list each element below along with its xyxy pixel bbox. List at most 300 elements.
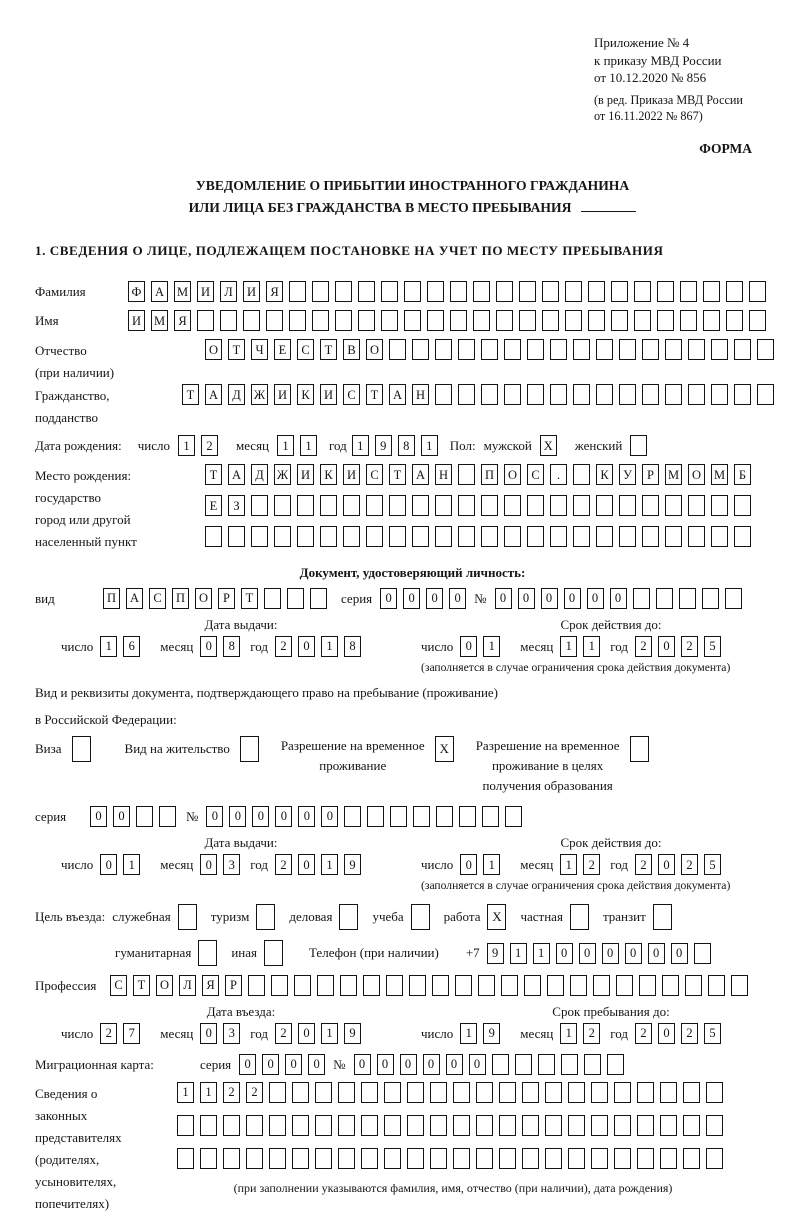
form-cell[interactable] (545, 1082, 562, 1103)
form-cell[interactable] (596, 384, 613, 405)
form-cell[interactable] (527, 339, 544, 360)
form-cell[interactable] (389, 339, 406, 360)
form-cell[interactable] (524, 975, 541, 996)
form-cell[interactable] (412, 339, 429, 360)
form-cell[interactable] (361, 1115, 378, 1136)
form-cell[interactable] (200, 1148, 217, 1169)
form-cell[interactable]: Я (266, 281, 283, 302)
form-cell[interactable]: 0 (610, 588, 627, 609)
form-cell[interactable] (570, 975, 587, 996)
form-cell[interactable] (619, 526, 636, 547)
form-cell[interactable]: 1 (177, 1082, 194, 1103)
form-cell[interactable] (287, 588, 304, 609)
form-cell[interactable] (320, 495, 337, 516)
form-cell[interactable]: 0 (200, 854, 217, 875)
form-cell[interactable]: 0 (446, 1054, 463, 1075)
form-cell[interactable]: А (412, 464, 429, 485)
form-cell[interactable]: С (366, 464, 383, 485)
form-cell[interactable]: Б (734, 464, 751, 485)
form-cell[interactable] (292, 1082, 309, 1103)
form-cell[interactable] (453, 1115, 470, 1136)
form-cell[interactable] (404, 281, 421, 302)
form-cell[interactable]: В (343, 339, 360, 360)
form-cell[interactable] (412, 526, 429, 547)
form-cell[interactable] (726, 310, 743, 331)
form-cell[interactable]: 5 (704, 636, 721, 657)
form-cell[interactable] (550, 384, 567, 405)
form-cell[interactable]: 5 (704, 1023, 721, 1044)
form-cell[interactable] (427, 310, 444, 331)
form-cell[interactable] (611, 281, 628, 302)
form-cell[interactable] (593, 975, 610, 996)
form-cell[interactable]: А (126, 588, 143, 609)
form-cell[interactable] (289, 310, 306, 331)
visa-checkbox[interactable] (72, 736, 91, 762)
form-cell[interactable] (591, 1115, 608, 1136)
form-cell[interactable]: 0 (377, 1054, 394, 1075)
form-cell[interactable]: 0 (469, 1054, 486, 1075)
form-cell[interactable] (660, 1082, 677, 1103)
form-cell[interactable] (459, 806, 476, 827)
form-cell[interactable]: Д (228, 384, 245, 405)
form-cell[interactable] (637, 1082, 654, 1103)
form-cell[interactable] (573, 339, 590, 360)
form-cell[interactable]: И (128, 310, 145, 331)
form-cell[interactable] (366, 526, 383, 547)
form-cell[interactable]: 0 (658, 854, 675, 875)
form-cell[interactable]: Ч (251, 339, 268, 360)
form-cell[interactable] (501, 975, 518, 996)
form-cell[interactable] (264, 588, 281, 609)
form-cell[interactable]: И (320, 384, 337, 405)
form-cell[interactable]: Т (228, 339, 245, 360)
form-cell[interactable]: Д (251, 464, 268, 485)
form-cell[interactable]: А (151, 281, 168, 302)
form-cell[interactable] (246, 1115, 263, 1136)
form-cell[interactable] (706, 1115, 723, 1136)
form-cell[interactable] (404, 310, 421, 331)
form-cell[interactable]: 0 (625, 943, 642, 964)
form-cell[interactable]: 8 (398, 435, 415, 456)
form-cell[interactable] (639, 975, 656, 996)
form-cell[interactable] (481, 339, 498, 360)
form-cell[interactable] (386, 975, 403, 996)
form-cell[interactable] (478, 975, 495, 996)
form-cell[interactable] (450, 310, 467, 331)
form-cell[interactable] (683, 1082, 700, 1103)
form-cell[interactable] (584, 1054, 601, 1075)
form-cell[interactable]: Р (642, 464, 659, 485)
form-cell[interactable] (367, 806, 384, 827)
form-cell[interactable] (292, 1115, 309, 1136)
form-cell[interactable]: 0 (262, 1054, 279, 1075)
form-cell[interactable] (683, 1115, 700, 1136)
form-cell[interactable]: 0 (658, 636, 675, 657)
form-cell[interactable] (522, 1148, 539, 1169)
form-cell[interactable]: К (297, 384, 314, 405)
form-cell[interactable]: 0 (426, 588, 443, 609)
form-cell[interactable] (499, 1082, 516, 1103)
form-cell[interactable] (499, 1148, 516, 1169)
form-cell[interactable] (358, 281, 375, 302)
purpose-work-checkbox[interactable]: X (487, 904, 506, 930)
form-cell[interactable]: 2 (681, 854, 698, 875)
form-cell[interactable] (547, 975, 564, 996)
form-cell[interactable]: 0 (113, 806, 130, 827)
form-cell[interactable]: 0 (285, 1054, 302, 1075)
form-cell[interactable]: О (156, 975, 173, 996)
form-cell[interactable]: И (274, 384, 291, 405)
form-cell[interactable] (545, 1115, 562, 1136)
form-cell[interactable] (725, 588, 742, 609)
form-cell[interactable]: 0 (495, 588, 512, 609)
form-cell[interactable] (177, 1115, 194, 1136)
form-cell[interactable] (680, 310, 697, 331)
form-cell[interactable]: 1 (178, 435, 195, 456)
form-cell[interactable]: 1 (460, 1023, 477, 1044)
form-cell[interactable]: 0 (298, 636, 315, 657)
form-cell[interactable] (384, 1148, 401, 1169)
form-cell[interactable]: О (504, 464, 521, 485)
form-cell[interactable]: 0 (400, 1054, 417, 1075)
form-cell[interactable]: . (550, 464, 567, 485)
form-cell[interactable]: У (619, 464, 636, 485)
form-cell[interactable]: М (711, 464, 728, 485)
form-cell[interactable] (269, 1115, 286, 1136)
temp-residence-checkbox[interactable]: X (435, 736, 454, 762)
form-cell[interactable] (660, 1148, 677, 1169)
form-cell[interactable]: 0 (671, 943, 688, 964)
form-cell[interactable]: О (195, 588, 212, 609)
form-cell[interactable] (679, 588, 696, 609)
form-cell[interactable] (504, 526, 521, 547)
form-cell[interactable] (412, 495, 429, 516)
form-cell[interactable] (568, 1082, 585, 1103)
form-cell[interactable]: 0 (602, 943, 619, 964)
form-cell[interactable]: 0 (423, 1054, 440, 1075)
form-cell[interactable]: Е (274, 339, 291, 360)
form-cell[interactable]: 0 (403, 588, 420, 609)
form-cell[interactable] (568, 1115, 585, 1136)
purpose-private-checkbox[interactable] (570, 904, 589, 930)
form-cell[interactable]: И (197, 281, 214, 302)
form-cell[interactable]: 2 (583, 854, 600, 875)
form-cell[interactable] (294, 975, 311, 996)
form-cell[interactable]: 0 (541, 588, 558, 609)
form-cell[interactable] (660, 1115, 677, 1136)
form-cell[interactable]: 1 (352, 435, 369, 456)
purpose-official-checkbox[interactable] (178, 904, 197, 930)
form-cell[interactable] (481, 526, 498, 547)
form-cell[interactable] (657, 281, 674, 302)
form-cell[interactable] (205, 526, 222, 547)
form-cell[interactable] (269, 1148, 286, 1169)
form-cell[interactable] (340, 975, 357, 996)
form-cell[interactable] (481, 384, 498, 405)
form-cell[interactable] (427, 281, 444, 302)
form-cell[interactable]: 0 (579, 943, 596, 964)
form-cell[interactable] (611, 310, 628, 331)
form-cell[interactable]: 2 (275, 854, 292, 875)
form-cell[interactable]: 0 (200, 636, 217, 657)
form-cell[interactable] (545, 1148, 562, 1169)
form-cell[interactable] (634, 281, 651, 302)
purpose-other-checkbox[interactable] (264, 940, 283, 966)
form-cell[interactable] (430, 1148, 447, 1169)
form-cell[interactable]: 2 (681, 636, 698, 657)
form-cell[interactable] (616, 975, 633, 996)
form-cell[interactable] (711, 526, 728, 547)
form-cell[interactable] (703, 310, 720, 331)
form-cell[interactable] (338, 1115, 355, 1136)
form-cell[interactable] (269, 1082, 286, 1103)
form-cell[interactable] (757, 384, 774, 405)
form-cell[interactable] (734, 384, 751, 405)
form-cell[interactable] (642, 339, 659, 360)
form-cell[interactable]: 0 (206, 806, 223, 827)
form-cell[interactable] (389, 526, 406, 547)
form-cell[interactable]: 0 (648, 943, 665, 964)
form-cell[interactable]: Л (179, 975, 196, 996)
form-cell[interactable] (619, 384, 636, 405)
form-cell[interactable] (312, 310, 329, 331)
form-cell[interactable] (614, 1148, 631, 1169)
form-cell[interactable]: 1 (100, 636, 117, 657)
form-cell[interactable]: М (665, 464, 682, 485)
form-cell[interactable]: 0 (354, 1054, 371, 1075)
form-cell[interactable] (430, 1082, 447, 1103)
form-cell[interactable] (665, 339, 682, 360)
form-cell[interactable] (343, 526, 360, 547)
form-cell[interactable]: 2 (635, 1023, 652, 1044)
purpose-humanitarian-checkbox[interactable] (198, 940, 217, 966)
form-cell[interactable] (573, 464, 590, 485)
form-cell[interactable]: 7 (123, 1023, 140, 1044)
form-cell[interactable] (390, 806, 407, 827)
form-cell[interactable]: И (343, 464, 360, 485)
form-cell[interactable] (481, 495, 498, 516)
form-cell[interactable] (614, 1082, 631, 1103)
purpose-tourism-checkbox[interactable] (256, 904, 275, 930)
form-cell[interactable] (381, 281, 398, 302)
form-cell[interactable] (527, 384, 544, 405)
form-cell[interactable]: 1 (300, 435, 317, 456)
form-cell[interactable] (550, 495, 567, 516)
form-cell[interactable] (683, 1148, 700, 1169)
form-cell[interactable] (665, 384, 682, 405)
form-cell[interactable] (476, 1115, 493, 1136)
form-cell[interactable] (271, 975, 288, 996)
form-cell[interactable] (200, 1115, 217, 1136)
form-cell[interactable]: М (151, 310, 168, 331)
form-cell[interactable] (694, 943, 711, 964)
form-cell[interactable] (688, 384, 705, 405)
form-cell[interactable] (476, 1148, 493, 1169)
purpose-business-checkbox[interactable] (339, 904, 358, 930)
form-cell[interactable]: Л (220, 281, 237, 302)
form-cell[interactable] (688, 526, 705, 547)
form-cell[interactable]: К (320, 464, 337, 485)
form-cell[interactable]: О (205, 339, 222, 360)
form-cell[interactable] (573, 384, 590, 405)
form-cell[interactable] (315, 1148, 332, 1169)
form-cell[interactable] (251, 526, 268, 547)
form-cell[interactable] (315, 1082, 332, 1103)
form-cell[interactable]: 2 (635, 636, 652, 657)
form-cell[interactable] (496, 281, 513, 302)
form-cell[interactable]: К (596, 464, 613, 485)
form-cell[interactable]: 0 (252, 806, 269, 827)
form-cell[interactable]: С (110, 975, 127, 996)
form-cell[interactable] (220, 310, 237, 331)
form-cell[interactable] (504, 495, 521, 516)
form-cell[interactable]: 1 (200, 1082, 217, 1103)
form-cell[interactable] (522, 1082, 539, 1103)
form-cell[interactable]: 1 (533, 943, 550, 964)
form-cell[interactable] (749, 281, 766, 302)
form-cell[interactable] (384, 1082, 401, 1103)
form-cell[interactable]: Ж (274, 464, 291, 485)
form-cell[interactable] (289, 281, 306, 302)
form-cell[interactable]: Т (366, 384, 383, 405)
form-cell[interactable]: 9 (483, 1023, 500, 1044)
residence-permit-checkbox[interactable] (240, 736, 259, 762)
form-cell[interactable]: И (297, 464, 314, 485)
form-cell[interactable]: Ж (251, 384, 268, 405)
form-cell[interactable] (642, 495, 659, 516)
form-cell[interactable] (619, 495, 636, 516)
form-cell[interactable] (665, 526, 682, 547)
form-cell[interactable]: Я (202, 975, 219, 996)
form-cell[interactable] (596, 526, 613, 547)
form-cell[interactable] (726, 281, 743, 302)
form-cell[interactable]: 1 (483, 854, 500, 875)
form-cell[interactable] (136, 806, 153, 827)
form-cell[interactable] (435, 384, 452, 405)
form-cell[interactable] (711, 495, 728, 516)
form-cell[interactable]: 0 (460, 854, 477, 875)
form-cell[interactable] (685, 975, 702, 996)
form-cell[interactable]: 8 (344, 636, 361, 657)
form-cell[interactable] (310, 588, 327, 609)
form-cell[interactable] (407, 1115, 424, 1136)
purpose-study-checkbox[interactable] (411, 904, 430, 930)
form-cell[interactable]: 1 (321, 854, 338, 875)
form-cell[interactable] (568, 1148, 585, 1169)
form-cell[interactable]: 2 (681, 1023, 698, 1044)
form-cell[interactable] (458, 384, 475, 405)
form-cell[interactable]: З (228, 495, 245, 516)
form-cell[interactable]: 2 (275, 1023, 292, 1044)
form-cell[interactable]: 1 (560, 854, 577, 875)
form-cell[interactable]: Т (241, 588, 258, 609)
form-cell[interactable] (335, 310, 352, 331)
form-cell[interactable]: С (149, 588, 166, 609)
form-cell[interactable] (407, 1082, 424, 1103)
form-cell[interactable] (159, 806, 176, 827)
form-cell[interactable]: 0 (275, 806, 292, 827)
form-cell[interactable]: 0 (298, 806, 315, 827)
form-cell[interactable]: 0 (90, 806, 107, 827)
form-cell[interactable]: Т (389, 464, 406, 485)
form-cell[interactable] (565, 281, 582, 302)
form-cell[interactable] (561, 1054, 578, 1075)
form-cell[interactable]: 3 (223, 854, 240, 875)
form-cell[interactable] (665, 495, 682, 516)
form-cell[interactable] (458, 339, 475, 360)
form-cell[interactable] (642, 526, 659, 547)
form-cell[interactable]: И (243, 281, 260, 302)
form-cell[interactable] (550, 526, 567, 547)
form-cell[interactable] (358, 310, 375, 331)
form-cell[interactable] (573, 495, 590, 516)
form-cell[interactable]: 0 (239, 1054, 256, 1075)
form-cell[interactable] (243, 310, 260, 331)
form-cell[interactable]: П (172, 588, 189, 609)
form-cell[interactable] (312, 281, 329, 302)
form-cell[interactable]: 1 (321, 1023, 338, 1044)
form-cell[interactable]: С (343, 384, 360, 405)
form-cell[interactable]: 9 (344, 1023, 361, 1044)
form-cell[interactable] (228, 526, 245, 547)
form-cell[interactable] (596, 339, 613, 360)
form-cell[interactable] (734, 339, 751, 360)
form-cell[interactable] (413, 806, 430, 827)
form-cell[interactable]: 0 (380, 588, 397, 609)
form-cell[interactable] (637, 1148, 654, 1169)
form-cell[interactable] (619, 339, 636, 360)
form-cell[interactable]: 0 (321, 806, 338, 827)
form-cell[interactable]: 0 (100, 854, 117, 875)
form-cell[interactable] (297, 526, 314, 547)
form-cell[interactable] (458, 526, 475, 547)
form-cell[interactable] (688, 495, 705, 516)
form-cell[interactable] (343, 495, 360, 516)
form-cell[interactable] (527, 495, 544, 516)
form-cell[interactable] (320, 526, 337, 547)
form-cell[interactable] (430, 1115, 447, 1136)
form-cell[interactable] (274, 495, 291, 516)
form-cell[interactable] (634, 310, 651, 331)
form-cell[interactable]: 0 (518, 588, 535, 609)
form-cell[interactable]: Т (205, 464, 222, 485)
form-cell[interactable] (657, 310, 674, 331)
form-cell[interactable]: 0 (298, 854, 315, 875)
form-cell[interactable]: 9 (487, 943, 504, 964)
form-cell[interactable] (542, 310, 559, 331)
form-cell[interactable] (542, 281, 559, 302)
male-checkbox[interactable]: X (540, 435, 557, 456)
form-cell[interactable] (708, 975, 725, 996)
form-cell[interactable] (711, 384, 728, 405)
form-cell[interactable] (596, 495, 613, 516)
form-cell[interactable] (381, 310, 398, 331)
form-cell[interactable]: 1 (123, 854, 140, 875)
form-cell[interactable] (731, 975, 748, 996)
form-cell[interactable]: Р (225, 975, 242, 996)
form-cell[interactable] (366, 495, 383, 516)
form-cell[interactable] (607, 1054, 624, 1075)
form-cell[interactable] (476, 1082, 493, 1103)
form-cell[interactable] (633, 588, 650, 609)
form-cell[interactable]: Ф (128, 281, 145, 302)
form-cell[interactable] (455, 975, 472, 996)
form-cell[interactable] (177, 1148, 194, 1169)
form-cell[interactable] (749, 310, 766, 331)
form-cell[interactable]: 0 (308, 1054, 325, 1075)
form-cell[interactable]: 9 (344, 854, 361, 875)
form-cell[interactable]: Т (133, 975, 150, 996)
